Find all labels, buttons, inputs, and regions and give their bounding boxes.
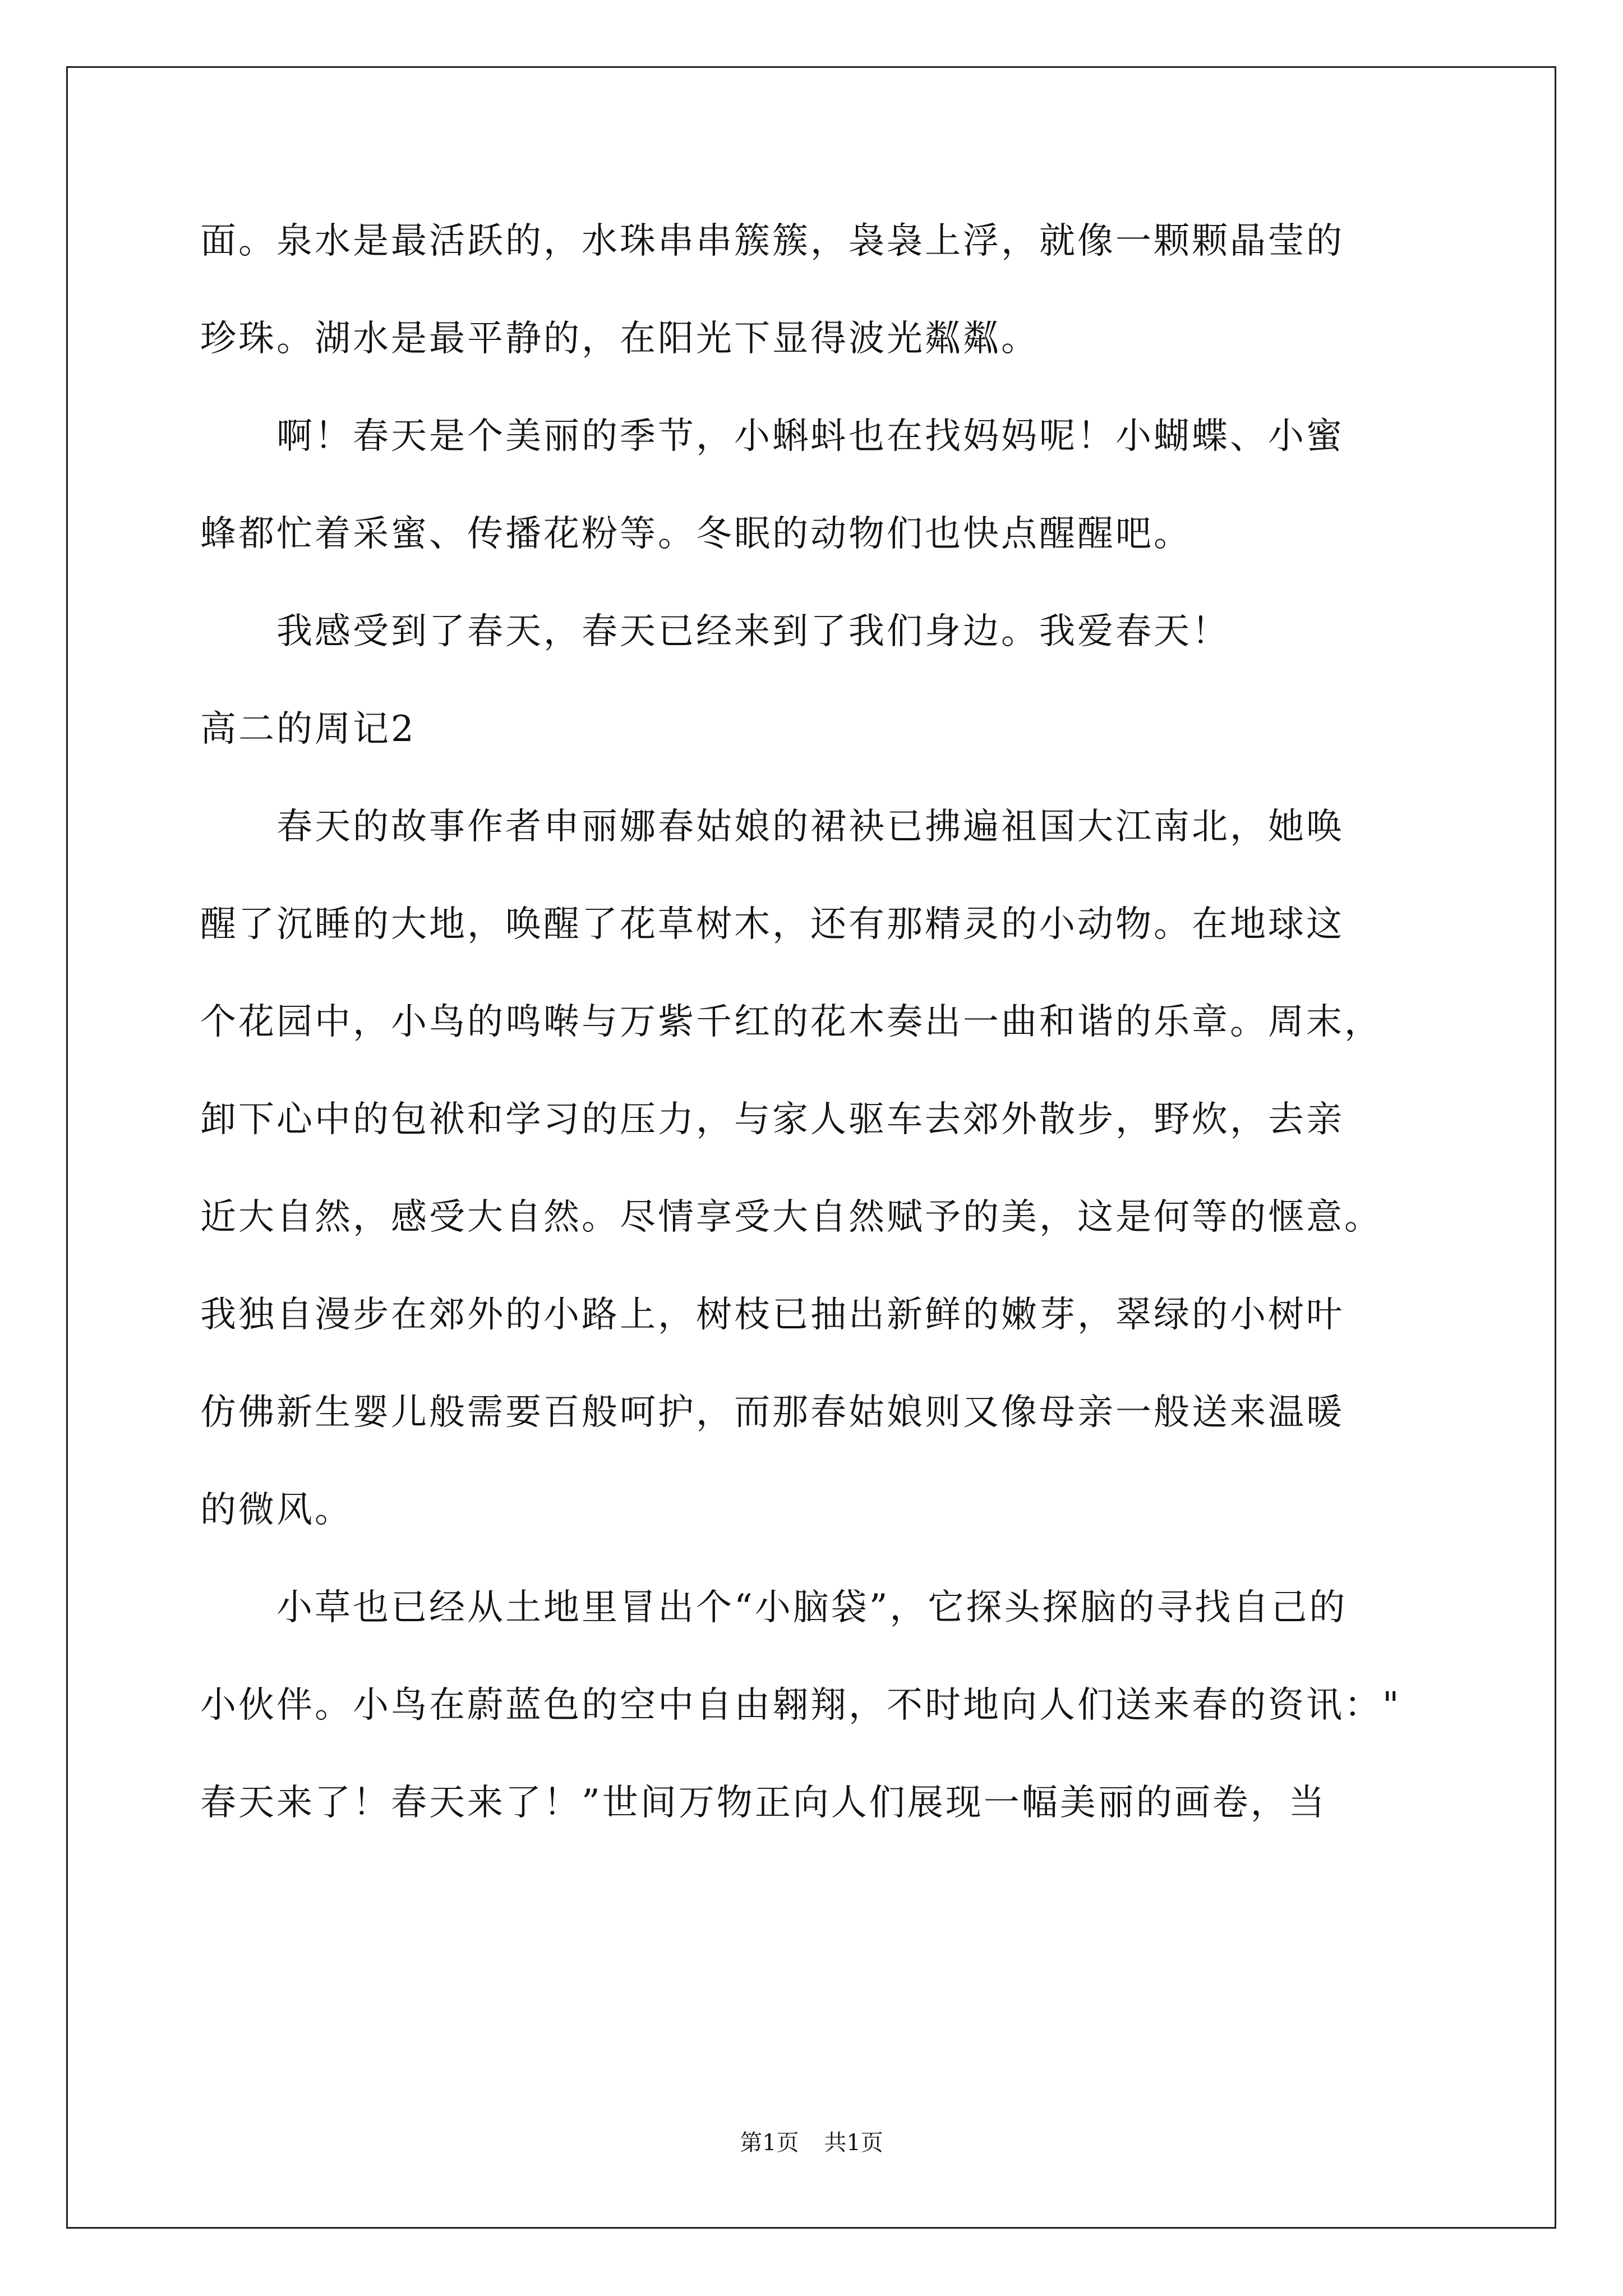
text-line: 春天来了！春天来了！”世间万物正向人们展现一幅美丽的画卷，当 xyxy=(200,1782,1327,1824)
paragraph-start: 小草也已经从土地里冒出个“小脑袋”，它探头探脑的寻找自己的 xyxy=(276,1587,1348,1628)
section-heading: 高二的周记2 xyxy=(200,708,416,750)
text-line: 的微风。 xyxy=(200,1489,353,1531)
page-total: 共1页 xyxy=(824,2130,883,2156)
text-line: 醒了沉睡的大地，唤醒了花草树木，还有那精灵的小动物。在地球这 xyxy=(200,904,1344,945)
text-line: 我独自漫步在郊外的小路上，树枝已抽出新鲜的嫩芽，翠绿的小树叶 xyxy=(200,1294,1344,1336)
text-line: 个花园中，小鸟的鸣啭与万紫千红的花木奏出一曲和谐的乐章。周末， xyxy=(200,1001,1382,1043)
paragraph-start: 我感受到了春天，春天已经来到了我们身边。我爱春天！ xyxy=(276,611,1230,652)
text-line: 面。泉水是最活跃的，水珠串串簇簇，袅袅上浮，就像一颗颗晶莹的 xyxy=(200,220,1344,262)
text-line: 珍珠。湖水是最平静的，在阳光下显得波光粼粼。 xyxy=(200,318,1039,360)
text-line: 近大自然，感受大自然。尽情享受大自然赋予的美，这是何等的惬意。 xyxy=(200,1197,1382,1238)
text-line: 仿佛新生婴儿般需要百般呵护，而那春姑娘则又像母亲一般送来温暖 xyxy=(200,1392,1344,1433)
paragraph-start: 春天的故事作者申丽娜春姑娘的裙袂已拂遍祖国大江南北，她唤 xyxy=(276,806,1344,848)
document-body xyxy=(200,213,1423,1872)
paragraph-start: 啊！春天是个美丽的季节，小蝌蚪也在找妈妈呢！小蝴蝶、小蜜 xyxy=(276,416,1344,457)
text-line: 小伙伴。小鸟在蔚蓝色的空中自由翱翔，不时地向人们送来春的资讯：" xyxy=(200,1685,1401,1726)
page-number: 第1页 xyxy=(740,2130,799,2156)
page-footer xyxy=(0,2125,1623,2157)
text-line: 卸下心中的包袱和学习的压力，与家人驱车去郊外散步，野炊，去亲 xyxy=(200,1099,1344,1140)
text-line: 蜂都忙着采蜜、传播花粉等。冬眠的动物们也快点醒醒吧。 xyxy=(200,513,1192,555)
